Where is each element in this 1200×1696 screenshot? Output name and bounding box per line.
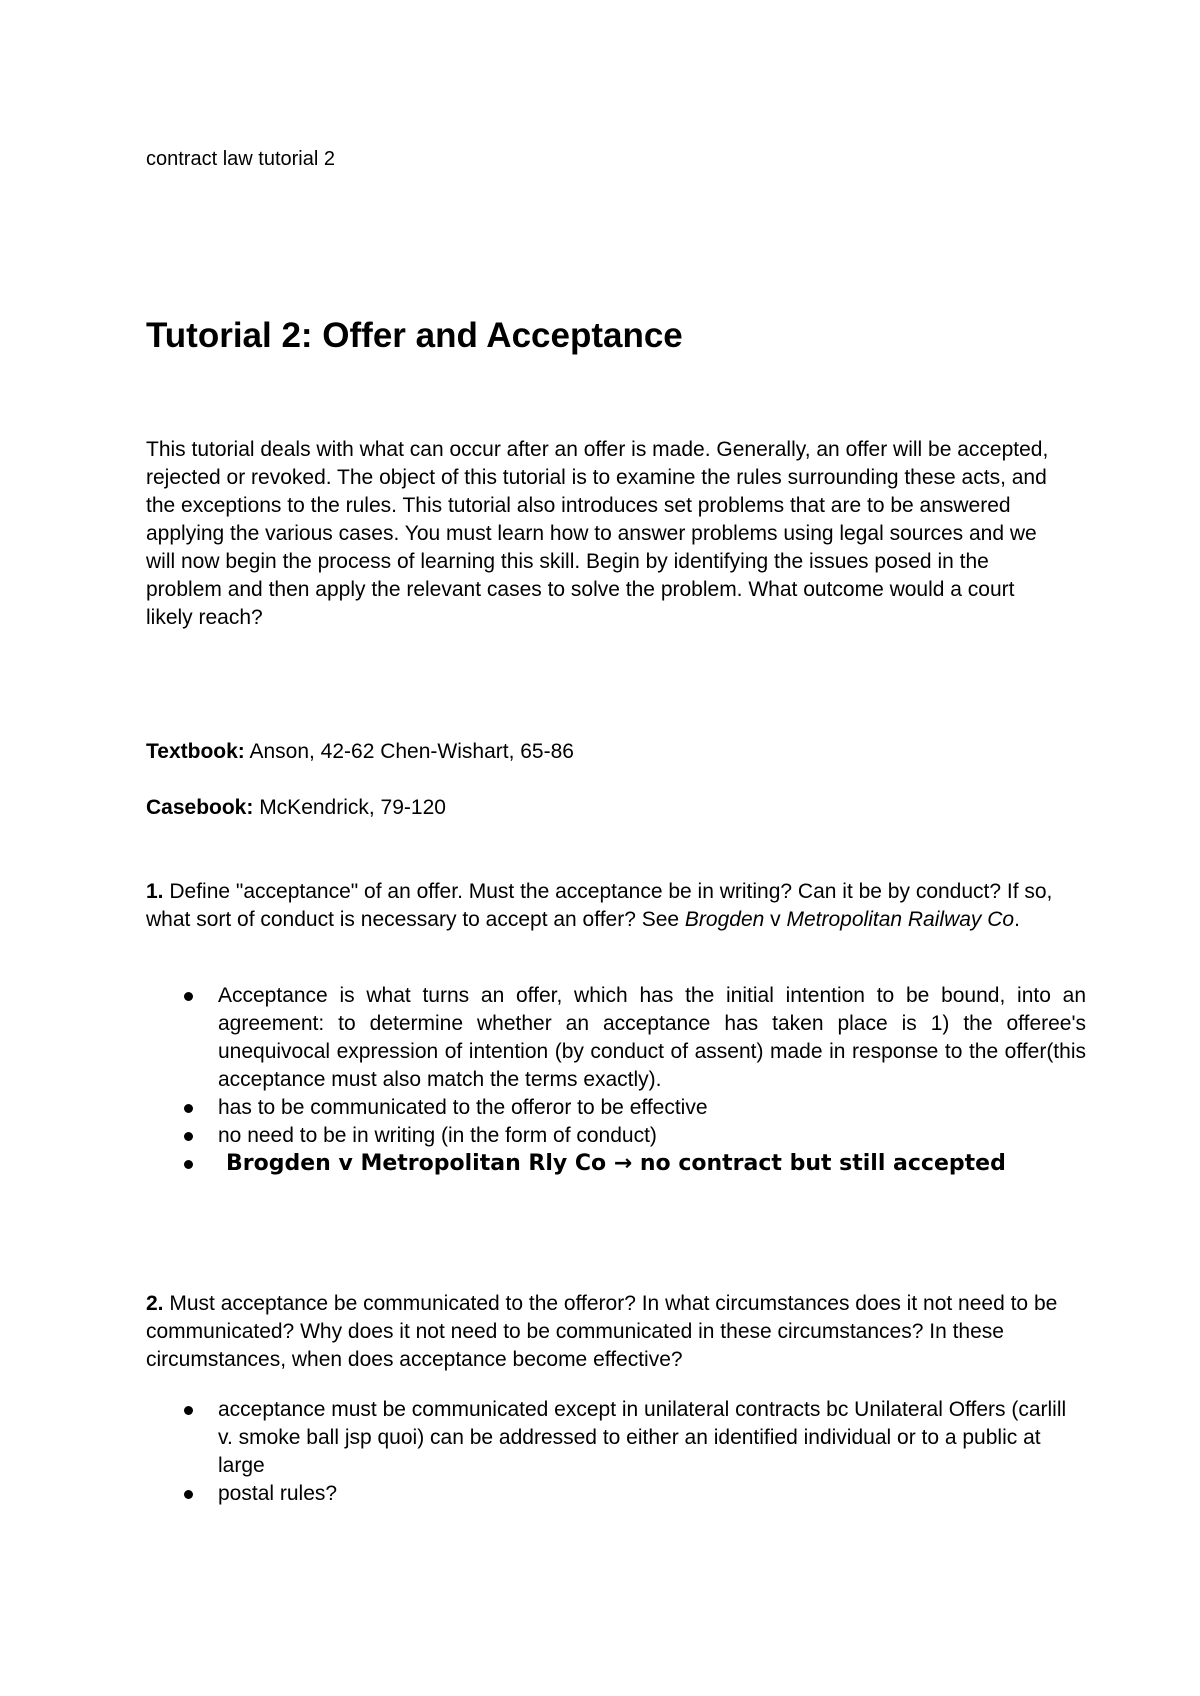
list-item-text: Acceptance is what turns an offer, which has the initial intention to be bound, into an agreement: to determine whether an acceptance has taken place is 1) the offeree's unequivocal expression of intention (by conduct of assent) made in response to the offer(this acceptance must also match the terms exactly).	[218, 984, 1086, 1091]
list-item-text: postal rules?	[218, 1482, 338, 1505]
question-1-case-name-1: Brogden	[684, 908, 765, 931]
textbook-value: Anson, 42-62 Chen-Wishart, 65-86	[244, 740, 574, 763]
list-item-text: acceptance must be communicated except in unilateral contracts bc Unilateral Offers (carlill v. smoke ball jsp quoi) can be addressed to either an identified individual or to a public at large	[218, 1398, 1067, 1477]
casebook-value: McKendrick, 79-120	[253, 796, 446, 819]
document-title: Tutorial 2: Offer and Acceptance	[146, 316, 683, 355]
list-item-text: no need to be in writing (in the form of conduct)	[218, 1124, 657, 1147]
list-item	[146, 1122, 1086, 1150]
question-2-text: Must acceptance be communicated to the offeror? In what circumstances does it not need to be communicated? Why does it not need to be communicated in these circumstances? In these circumstances, when does acceptance become effective?	[146, 1292, 1058, 1371]
textbook-reference	[146, 738, 1086, 766]
question-1-case-name-2: Metropolitan Railway Co	[786, 908, 1015, 931]
question-1-text-a: Define "acceptance" of an offer. Must the acceptance be in writing? Can it be by conduct? If so, what sort of conduct is necessary to accept an offer? See	[146, 880, 1053, 931]
question-1-number: 1.	[146, 880, 164, 903]
textbook-label: Textbook:	[146, 740, 245, 763]
bullet-icon	[184, 1132, 193, 1141]
running-title: contract law tutorial 2	[146, 148, 335, 170]
question-2-number: 2.	[146, 1292, 164, 1315]
bullet-icon	[184, 1490, 193, 1499]
list-item-text: Brogden v Metropolitan Rly Co → no contract but still accepted	[226, 1151, 1006, 1176]
casebook-reference	[146, 794, 1086, 822]
intro-paragraph: This tutorial deals with what can occur after an offer is made. Generally, an offer will be accepted, rejected or revoked. The object of this tutorial is to examine the rules surrounding these acts, and the exceptions to the rules. This tutorial also introduces set problems that are to be answered applying the various cases. You must learn how to answer problems using legal sources and we will now begin the process of learning this skill. Begin by identifying the issues posed in the problem and then apply the relevant cases to solve the problem. What outcome would a court likely reach?	[146, 438, 1049, 629]
question-1	[146, 878, 1076, 934]
list-item-text: has to be communicated to the offeror to be effective	[218, 1096, 708, 1119]
question-2-answer-list	[146, 1396, 1086, 1508]
bullet-icon	[184, 1160, 193, 1169]
list-item	[146, 1150, 1086, 1178]
list-item	[146, 1480, 1086, 1508]
bullet-icon	[184, 992, 193, 1001]
casebook-label: Casebook:	[146, 796, 254, 819]
list-item	[146, 1094, 1086, 1122]
question-1-answer-list	[146, 982, 1086, 1178]
question-1-text-c: .	[1014, 908, 1020, 931]
question-1-text-b: v	[764, 908, 787, 931]
question-2	[146, 1290, 1076, 1374]
list-item	[146, 1396, 1086, 1480]
bullet-icon	[184, 1406, 193, 1415]
list-item	[146, 982, 1086, 1094]
bullet-icon	[184, 1104, 193, 1113]
